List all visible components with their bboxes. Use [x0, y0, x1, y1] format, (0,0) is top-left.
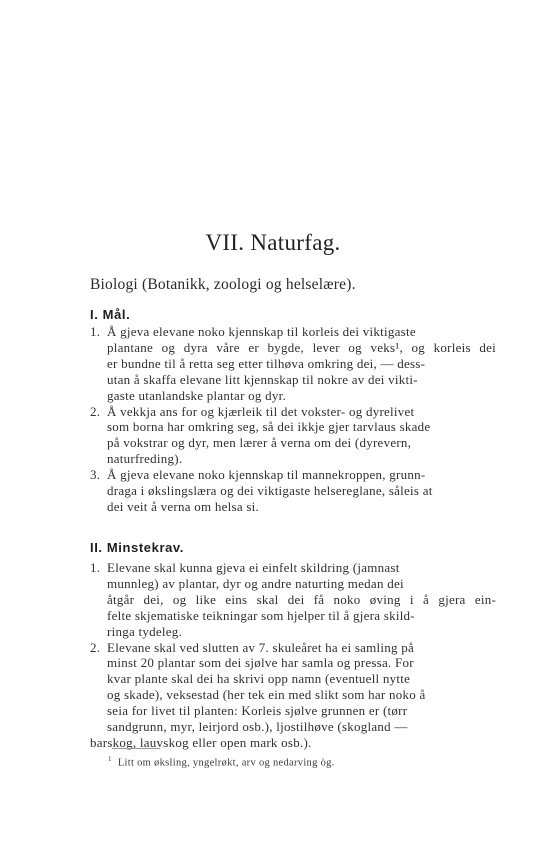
subject-subtitle: Biologi (Botanikk, zoologi og helselære). [90, 276, 356, 293]
section-heading-minstekrav: II. Minstekrav. [90, 540, 185, 555]
section-list-minstekrav [90, 560, 496, 751]
footnote-divider [112, 748, 160, 749]
list-item [90, 560, 496, 640]
item-text-line: utan å skaffa elevane litt kjennskap til nokre av dei vikti- [107, 371, 418, 387]
item-text-line: Elevane skal kunna gjeva ei einfelt skildring (jamnast [107, 560, 400, 575]
item-number: 2. [90, 403, 101, 419]
item-number: 3. [90, 467, 101, 483]
item-text-line: draga i økslingslæra og dei viktigaste helsereglane, såleis at [107, 483, 433, 499]
item-text-line: kvar plante skal dei ha skrivi opp namn (eventuell nytte [107, 671, 411, 687]
item-number: 1. [90, 560, 101, 575]
item-text-line: Å gjeva elevane noko kjennskap til korleis dei viktigaste [107, 324, 416, 339]
item-text-line: felte skjematiske teikningar som hjelper til å gjera skild- [107, 607, 415, 623]
footnote-text: Litt om øksling, yngelrøkt, arv og nedarving òg. [117, 757, 335, 769]
item-number: 1. [90, 324, 101, 339]
footnote [108, 755, 335, 769]
item-text-line: sandgrunn, myr, leirjord osb.), ljostilhøve (skogland — [107, 719, 408, 735]
item-text-line: Å gjeva elevane noko kjennskap til mannekroppen, grunn- [107, 467, 426, 483]
list-item [90, 404, 496, 468]
item-text-line: Å vekkja ans for og kjærleik til det vokster- og dyrelivet [107, 403, 415, 419]
item-text-line: gaste utanlandske plantar og dyr. [107, 387, 287, 403]
item-text-line: som borna har omkring seg, så dei ikkje gjer tarvlaus skade [107, 419, 431, 435]
list-item [90, 467, 496, 515]
item-text-line: er bundne til å retta seg etter tilhøva omkring dei, — dess- [107, 355, 426, 371]
list-item [90, 640, 496, 751]
chapter-title: VII. Naturfag. [205, 230, 341, 255]
item-text-line: dei veit å verna om helsa si. [107, 498, 260, 514]
item-text-line: ringa tydeleg. [107, 623, 182, 639]
section-heading-maal: I. Mål. [90, 307, 131, 322]
item-text-line: Elevane skal ved slutten av 7. skuleåret ha ei samling på [107, 639, 415, 655]
item-text-line: og skade), veksestad (her tek ein med slikt som har noko å [107, 687, 426, 703]
item-text-line: på vokstrar og dyr, men lærer å verna om dei (dyrevern, [107, 435, 412, 451]
item-number: 2. [90, 639, 101, 655]
item-text-line: åtgår dei, og like eins skal dei få noko øving i å gjera ein- [107, 591, 497, 607]
item-text-line: minst 20 plantar som dei sjølve har samla og pressa. For [107, 655, 414, 671]
list-item [90, 324, 496, 404]
section-list-maal [90, 324, 496, 515]
item-text-line: munnleg) av plantar, dyr og andre naturting medan dei [107, 575, 404, 591]
footnote-mark: 1 [108, 755, 112, 763]
item-text-line: plantane og dyra våre er bygde, lever og veks¹, og korleis dei [107, 339, 496, 355]
item-text-line: seia for livet til planten: Korleis sjølve grunnen er (tørr [107, 703, 408, 719]
item-text-line: naturfreding). [107, 451, 183, 467]
item-text-line: barskog, lauvskog eller open mark osb.). [90, 734, 312, 750]
